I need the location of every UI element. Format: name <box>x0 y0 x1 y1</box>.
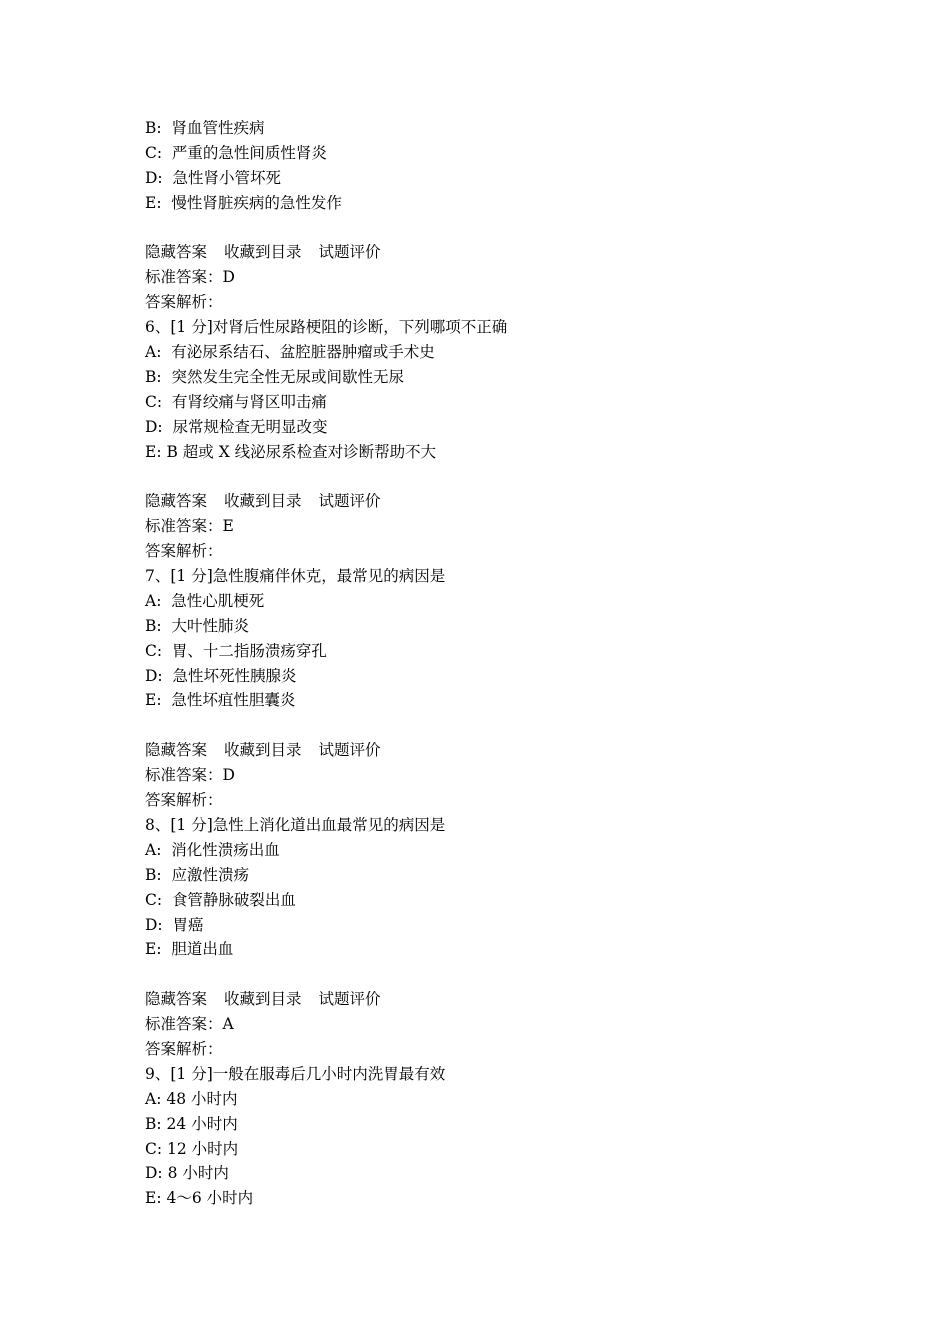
standard-answer <box>145 1012 845 1037</box>
standard-answer <box>145 514 845 539</box>
question-7 <box>145 564 845 713</box>
option-a: A: 48 小时内 <box>145 1089 238 1108</box>
question-9 <box>145 1062 845 1211</box>
question-8 <box>145 813 845 962</box>
option-b: B: 24 小时内 <box>145 1114 238 1133</box>
question-stem: 7、[1 分]急性腹痛伴休克，最常见的病因是 <box>145 567 446 586</box>
hide-answer-link[interactable]: 隐藏答案 <box>145 741 208 760</box>
hide-answer-link[interactable]: 隐藏答案 <box>145 243 208 262</box>
standard-answer-value: A <box>222 1015 234 1034</box>
option-d: D: 8 小时内 <box>145 1164 229 1183</box>
spacer <box>145 713 845 738</box>
option-d: D: 尿常规检查无明显改变 <box>145 417 328 436</box>
rate-question-link[interactable]: 试题评价 <box>318 990 381 1009</box>
question-stem: 9、[1 分]一般在服毒后几小时内洗胃最有效 <box>145 1064 446 1083</box>
answer-actions <box>145 240 845 265</box>
spacer <box>145 216 845 241</box>
option-a: A: 有泌尿系结石、盆腔脏器肿瘤或手术史 <box>145 343 435 362</box>
rate-question-link[interactable]: 试题评价 <box>318 741 381 760</box>
option-b: B: 突然发生完全性无尿或间歇性无尿 <box>145 367 404 386</box>
bookmark-link[interactable]: 收藏到目录 <box>224 243 302 262</box>
question-stem: 8、[1 分]急性上消化道出血最常见的病因是 <box>145 815 446 834</box>
option-a: A: 急性心肌梗死 <box>145 591 265 610</box>
option-c: C: 食管静脉破裂出血 <box>145 890 296 909</box>
option-a: A: 消化性溃疡出血 <box>145 840 280 859</box>
option-c: C: 胃、十二指肠溃疡穿孔 <box>145 641 327 660</box>
rate-question-link[interactable]: 试题评价 <box>318 243 381 262</box>
option-c: C: 12 小时内 <box>145 1139 239 1158</box>
standard-answer-value: D <box>222 268 235 287</box>
spacer <box>145 962 845 987</box>
option-e: E: 急性坏疽性胆囊炎 <box>145 691 296 710</box>
option-c: C: 有肾绞痛与肾区叩击痛 <box>145 392 327 411</box>
option-e: E: B 超或 X 线泌尿系检查对诊断帮助不大 <box>145 442 437 461</box>
answer-actions <box>145 489 845 514</box>
option-b: B: 肾血管性疾病 <box>145 119 265 137</box>
standard-answer <box>145 265 845 290</box>
answer-actions <box>145 987 845 1012</box>
prev-question-options <box>145 116 845 216</box>
answer-analysis-label: 答案解析： <box>145 293 223 312</box>
option-e: E: 胆道出血 <box>145 940 234 959</box>
answer-analysis-label: 答案解析： <box>145 791 223 810</box>
answer-actions <box>145 738 845 763</box>
standard-answer-label: 标准答案： <box>145 517 223 536</box>
standard-answer-value: D <box>222 766 235 785</box>
question-6 <box>145 315 845 464</box>
question-stem: 6、[1 分]对肾后性尿路梗阻的诊断，下列哪项不正确 <box>145 318 508 337</box>
standard-answer-label: 标准答案： <box>145 268 223 287</box>
standard-answer-value: E <box>222 517 234 536</box>
option-e: E: 慢性肾脏疾病的急性发作 <box>145 193 342 212</box>
option-d: D: 急性坏死性胰腺炎 <box>145 666 297 685</box>
option-c: C: 严重的急性间质性肾炎 <box>145 143 327 162</box>
hide-answer-link[interactable]: 隐藏答案 <box>145 990 208 1009</box>
bookmark-link[interactable]: 收藏到目录 <box>224 741 302 760</box>
answer-analysis-label: 答案解析： <box>145 542 223 561</box>
spacer <box>145 464 845 489</box>
document-body <box>145 116 845 1211</box>
standard-answer-label: 标准答案： <box>145 1015 223 1034</box>
option-d: D: 急性肾小管坏死 <box>145 168 282 187</box>
option-d: D: 胃癌 <box>145 915 204 934</box>
option-b: B: 大叶性肺炎 <box>145 616 249 635</box>
rate-question-link[interactable]: 试题评价 <box>318 492 381 511</box>
option-b: B: 应激性溃疡 <box>145 865 249 884</box>
bookmark-link[interactable]: 收藏到目录 <box>224 990 302 1009</box>
answer-analysis-label: 答案解析： <box>145 1039 223 1058</box>
option-e: E: 4～6 小时内 <box>145 1189 254 1208</box>
hide-answer-link[interactable]: 隐藏答案 <box>145 492 208 511</box>
bookmark-link[interactable]: 收藏到目录 <box>224 492 302 511</box>
standard-answer <box>145 763 845 788</box>
standard-answer-label: 标准答案： <box>145 766 223 785</box>
